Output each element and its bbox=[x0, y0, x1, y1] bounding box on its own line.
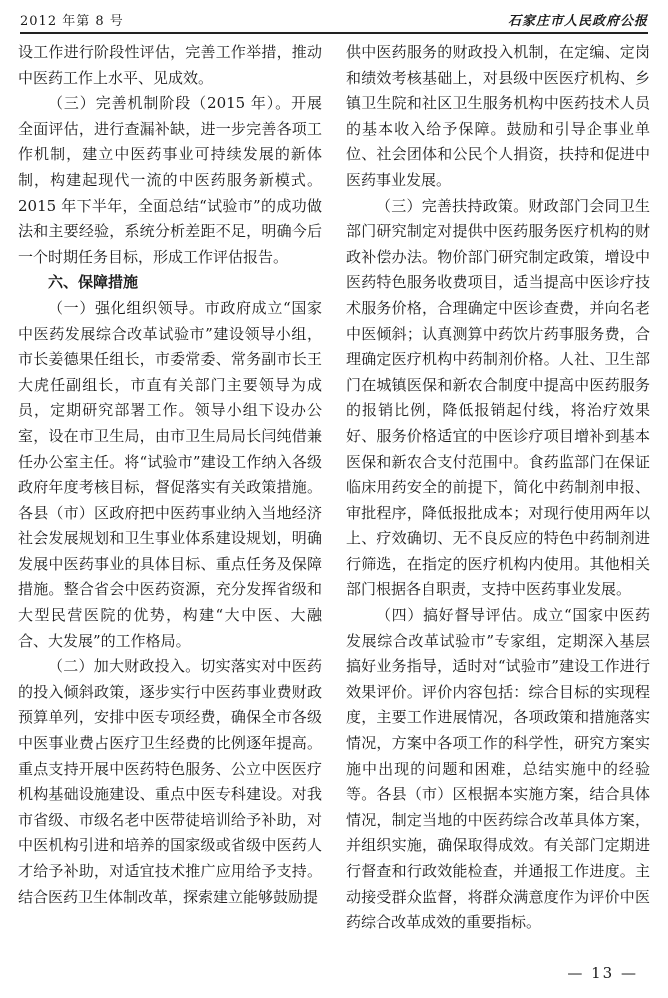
paragraph: （三）完善扶持政策。财政部门会同卫生部门研究制定对提供中医药服务医疗机构的财政补偿办法。物价部门研究制定政策，增设中医药特色服务收费项目，适当提高中医诊疗技术服务价格，合理确定中医诊查费，并向名老中医倾斜；认真测算中药饮片药事服务费，合理确定医疗机构中药制剂价格。人社、卫生部门在城镇医保和新农合制度中提高中医药服务的报销比例，降低报销起付线，将治疗效果好、服务价格适宜的中医诊疗项目增补到基本医保和新农合支付范围中。食药监部门在保证临床用药安全的前提下，简化中药制剂申报、审批程序，降低报批成本；对现行使用两年以上、疗效确切、无不良反应的特色中药制剂进行筛选，在指定的医疗机构内使用。其他相关部门根据各自职责，支持中医药事业发展。 bbox=[346, 196, 650, 599]
paragraph: 供中医药服务的财政投入机制，在定编、定岗和绩效考核基础上，对县级中医医疗机构、乡镇卫生院和社区卫生服务机构中医药技术人员的基本收入给予保障。鼓励和引导企事业单位、社会团体和公民个人捐资，扶持和促进中医药事业发展。 bbox=[346, 43, 650, 189]
issue-label: 2012 年第 8 号 bbox=[20, 14, 124, 29]
page-footer bbox=[0, 964, 668, 986]
right-column bbox=[346, 40, 650, 936]
page-header bbox=[20, 8, 648, 34]
section-heading: 六、保障措施 bbox=[48, 273, 139, 292]
page-number: — 13 — bbox=[567, 964, 638, 982]
paragraph: 设工作进行阶段性评估，完善工作举措，推动中医药工作上水平、见成效。 bbox=[18, 43, 322, 87]
left-column bbox=[18, 40, 322, 910]
paragraph: （三）完善机制阶段（2015 年）。开展全面评估，进行查漏补缺，进一步完善各项工作机制，建立中医药事业可持续发展的新体制，构建起现代一流的中医药服务新模式。2015 年下半年，全面总结“试验市”的成功做法和主要经验，系统分析差距不足，明确今后一个时期任务目标，形成工作评估报告。 bbox=[18, 94, 322, 266]
publication-title: 石家庄市人民政府公报 bbox=[507, 14, 648, 29]
paragraph: （一）强化组织领导。市政府成立“国家中医药发展综合改革试验市”建设领导小组，市长姜德果任组长，市委常委、常务副市长王大虎任副组长，市直有关部门主要领导为成员，定期研究部署工作。领导小组下设办公室，设在市卫生局，由市卫生局局长闫纯借兼任办公室主任。将“试验市”建设工作纳入各级政府年度考核目标，督促落实有关政策措施。各县（市）区政府把中医药事业纳入当地经济社会发展规划和卫生事业体系建设规划，明确发展中医药事业的具体目标、重点任务及保障措施。整合省会中医药资源，充分发挥省级和大型民营医院的优势，构建“大中医、大融合、大发展”的工作格局。 bbox=[18, 298, 322, 650]
paragraph: （二）加大财政投入。切实落实对中医药的投入倾斜政策，逐步实行中医药事业费财政预算单列，安排中医专项经费，确保全市各级中医事业费占医疗卫生经费的比例逐年提高。重点支持开展中医药特色服务、公立中医医疗机构基础设施建设、重点中医专科建设。对我市省级、市级名老中医带徒培训给予补助，对中医机构引进和培养的国家级或省级中医药人才给予补助，对适宜技术推广应用给予支持。结合医药卫生体制改革，探索建立能够鼓励提 bbox=[18, 657, 322, 906]
paragraph: （四）搞好督导评估。成立“国家中医药发展综合改革试验市”专家组，定期深入基层搞好业务指导，适时对“试验市”建设工作进行效果评价。评价内容包括：综合目标的实现程度，主要工作进展情况，各项政策和措施落实情况，方案中各项工作的科学性，研究方案实施中出现的问题和困难，总结实施中的经验等。各县（市）区根据本实施方案，结合具体情况，制定当地的中医药综合改革具体方案，并组织实施，确保取得成效。有关部门定期进行督查和行政效能检查，并通报工作进度。主动接受群众监督，将群众满意度作为评价中医药综合改革成效的重要指标。 bbox=[346, 606, 650, 932]
